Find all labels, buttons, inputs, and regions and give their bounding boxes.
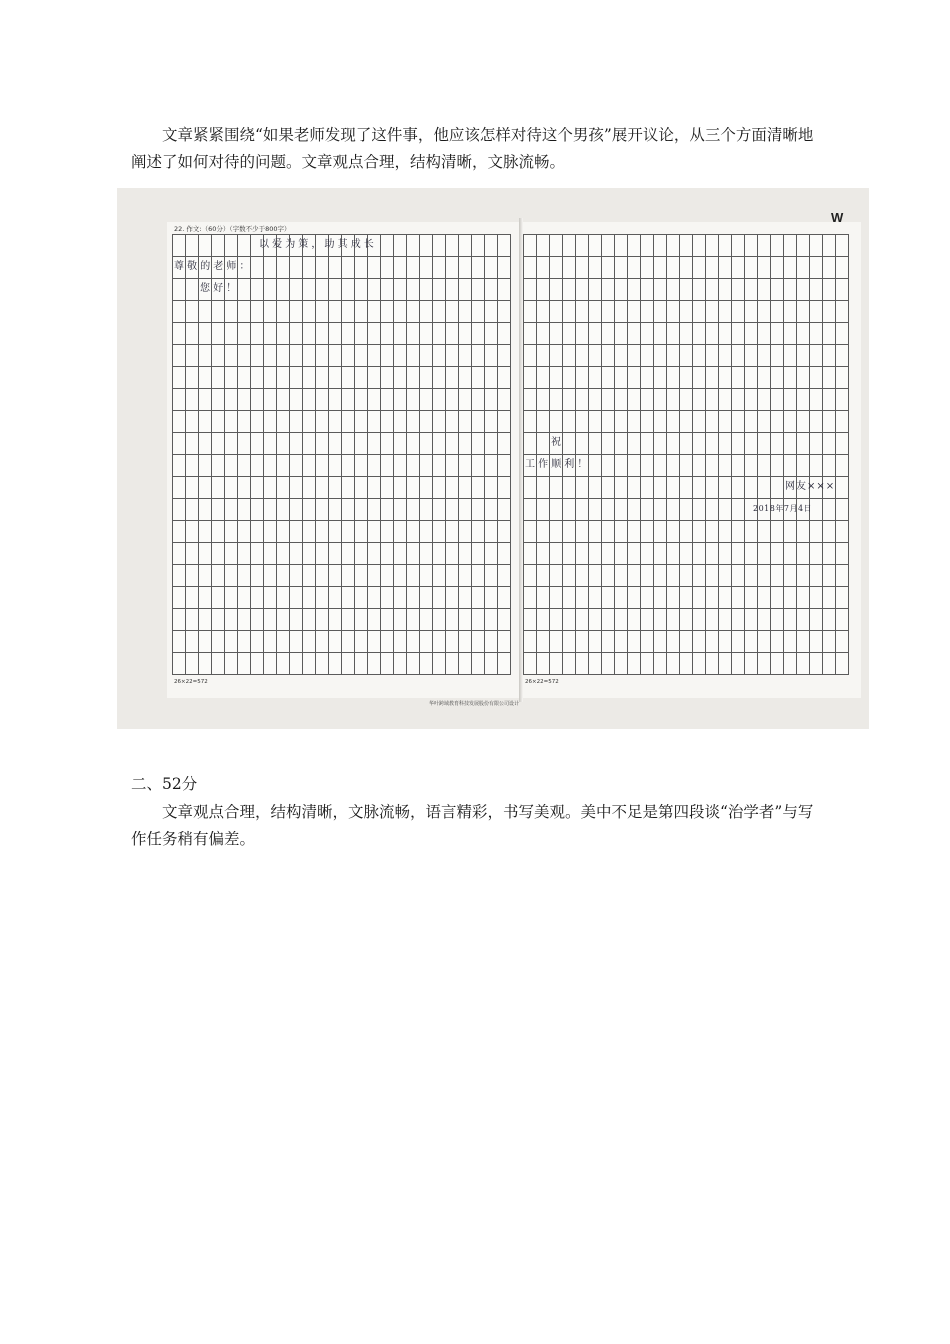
- publisher-credit: 华叶跨域教育科技发展股份有限公司设计: [429, 701, 520, 707]
- sheet-footer-right: 26×22=572: [525, 679, 559, 685]
- essay-date: 2018年7月4日: [753, 504, 813, 513]
- review-comment-2: 文章观点合理，结构清晰，文脉流畅，语言精彩，书写美观。美中不足是第四段谈“治学者”与写作任务稍有偏差。: [131, 803, 814, 848]
- corner-mark: W: [831, 210, 844, 225]
- sheet-header: 22. 作文:（60分）（字数不少于800字）: [174, 225, 291, 233]
- essay-title: 以爱为策，助其成长: [259, 239, 377, 250]
- essay-signature: 网友×××: [785, 481, 836, 492]
- sheet-footer-left: 26×22=572: [174, 679, 208, 685]
- essay-greeting: 尊敬的老师：: [174, 261, 253, 272]
- section-heading: 二、52分: [131, 775, 198, 793]
- writing-grid-left: [172, 234, 511, 675]
- essay-closing-wish: 祝: [551, 437, 565, 448]
- essay-hello: 您好！: [200, 283, 240, 294]
- essay-answer-sheet-photo: [117, 188, 869, 729]
- review-comment-1: 文章紧紧围绕“如果老师发现了这件事，他应该怎样对待这个男孩”展开议论，从三个方面清晰地阐述了如何对待的问题。文章观点合理，结构清晰，文脉流畅。: [131, 126, 814, 171]
- essay-closing-line: 工作顺利！: [525, 459, 591, 470]
